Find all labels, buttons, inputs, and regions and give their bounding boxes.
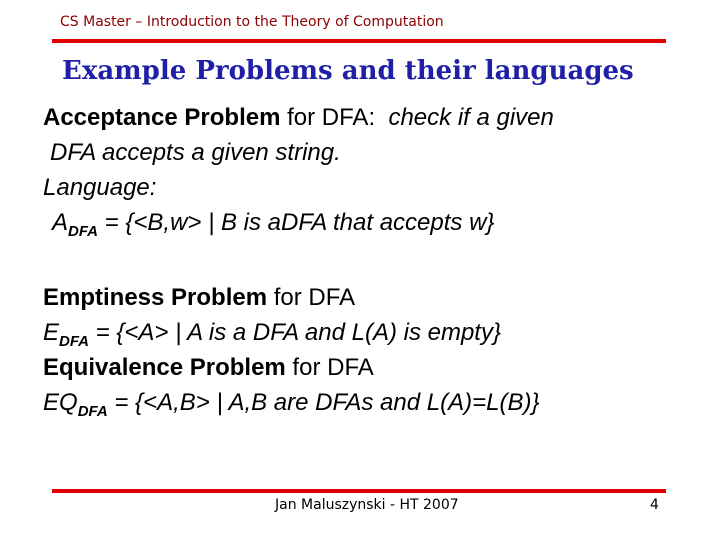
acceptance-set: = {<B,w> | B is aDFA that accepts w} [98,209,495,236]
acceptance-line [43,100,703,135]
emptiness-set: = {<A> | A is a DFA and L(A) is empty} [89,319,501,346]
language-label: Language: [43,174,157,201]
emptiness-for-dfa: for DFA [267,284,356,311]
spacer [43,240,703,275]
equivalence-set: = {<A,B> | A,B are DFAs and L(A)=L(B)} [107,389,540,416]
course-header: CS Master – Introduction to the Theory of Computation [60,14,444,30]
equivalence-problem-name: Equivalence Problem [43,354,286,381]
acceptance-problem-name: Acceptance Problem [43,104,281,131]
top-rule [52,39,666,43]
equivalence-subscript: DFA [77,403,108,420]
emptiness-subscript: DFA [59,333,90,350]
acceptance-for-dfa: for DFA: [280,104,389,131]
acceptance-desc-1: check if a given [388,104,554,131]
bottom-rule [52,489,666,493]
acceptance-desc-2: DFA accepts a given string. [50,139,341,166]
emptiness-problem-name: Emptiness Problem [43,284,268,311]
footer-author: Jan Maluszynski - HT 2007 [275,497,459,513]
equivalence-line [43,350,703,385]
emptiness-language-def [43,315,703,350]
acceptance-subscript: DFA [68,223,99,240]
acceptance-symbol: A [52,209,69,236]
emptiness-symbol: E [43,319,60,346]
emptiness-line [43,280,703,315]
equivalence-for-dfa: for DFA [285,354,374,381]
equivalence-symbol: EQ [43,389,78,416]
slide-body [43,100,703,420]
slide-title: Example Problems and their languages [62,56,634,86]
page-number: 4 [650,497,659,513]
equivalence-language-def [43,385,703,420]
acceptance-language-def [43,205,703,240]
